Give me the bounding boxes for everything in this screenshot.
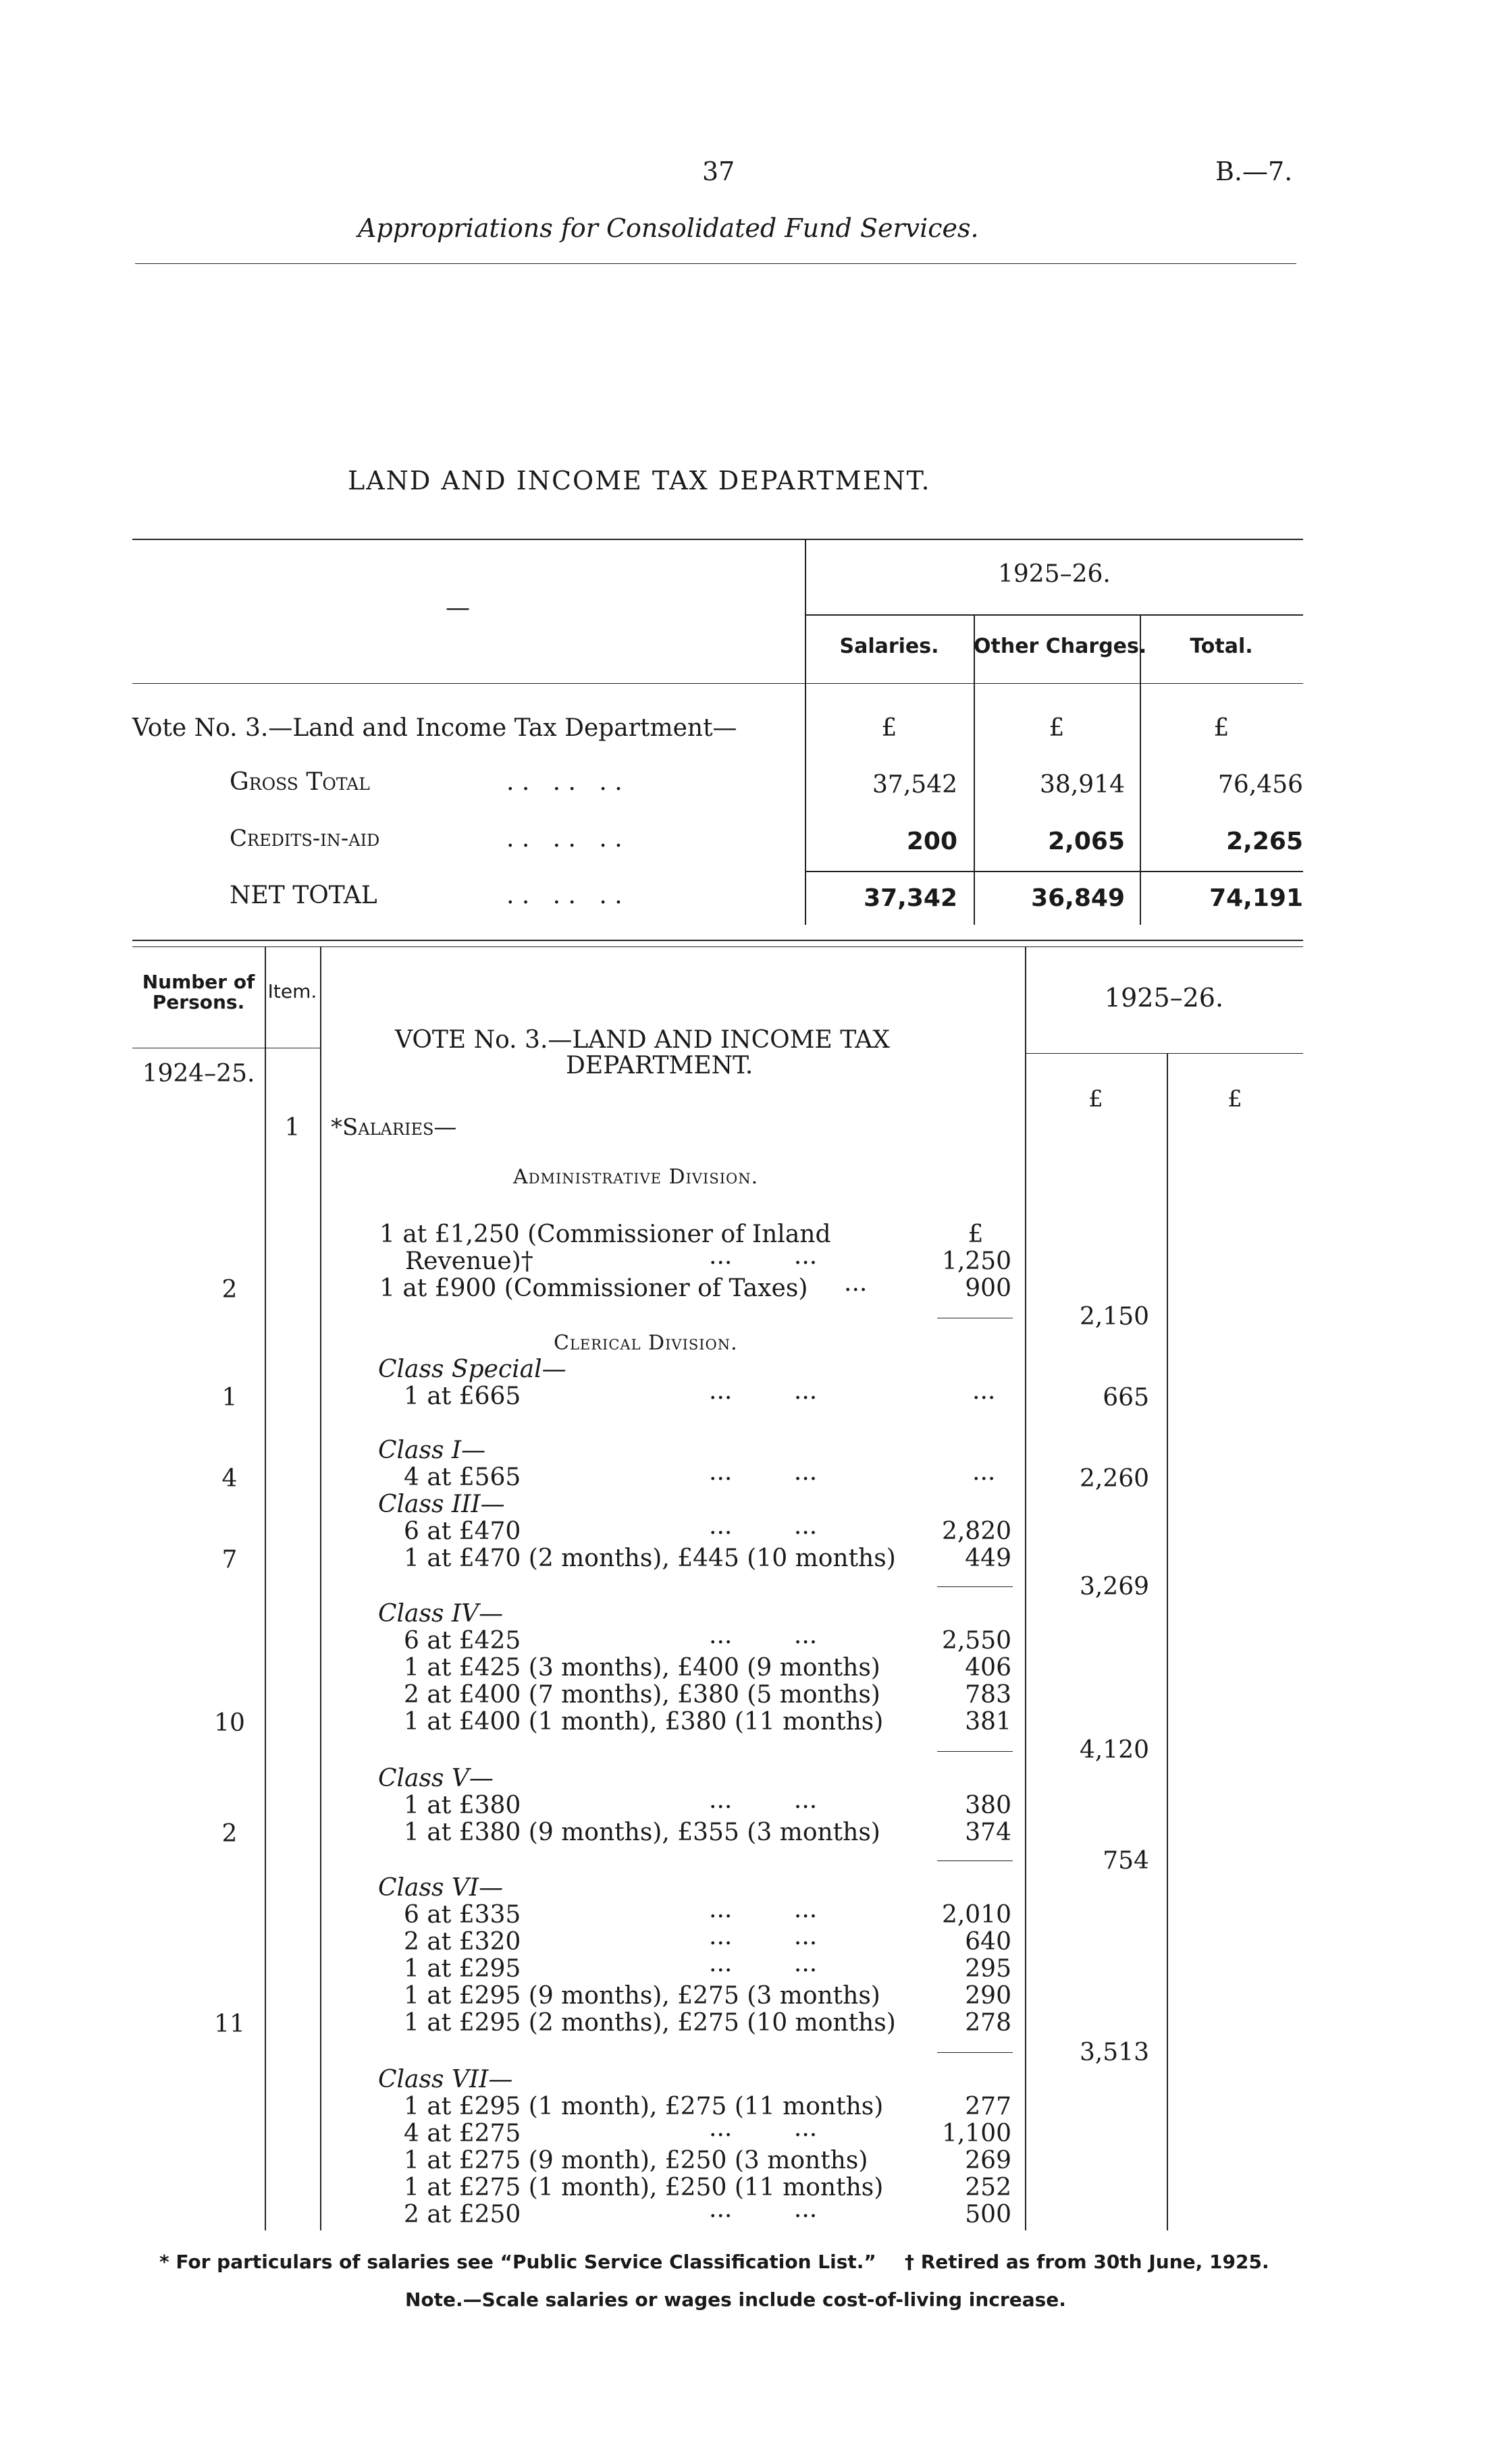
item-number: 1	[284, 1114, 300, 1142]
amount: 2,010	[941, 1901, 1011, 1929]
class-line: 2 at £250	[404, 2201, 521, 2228]
amount: 2,820	[941, 1518, 1011, 1545]
summary-col-salaries: Salaries.	[839, 635, 939, 658]
class-line: 1 at £275 (1 month), £250 (11 months)	[404, 2174, 884, 2201]
summary-cell: 38,914	[1040, 771, 1125, 799]
clerical-division-heading: Clerical Division.	[554, 1331, 738, 1355]
summary-row-label: Credits-in-aid	[230, 825, 380, 852]
ellipsis: ... ...	[709, 1458, 818, 1486]
class-heading: Class VI—	[378, 1874, 504, 1902]
class-line: 1 at £425 (3 months), £400 (9 months)	[404, 1654, 880, 1682]
subtotal: 2,260	[1079, 1465, 1149, 1493]
amount: 783	[965, 1681, 1011, 1709]
footnote-retired: † Retired as from 30th June, 1925.	[905, 2251, 1269, 2273]
header-rule	[135, 263, 1296, 264]
summary-row-dots: . . . . . .	[506, 825, 623, 853]
summary-cell: 36,849	[1031, 884, 1125, 912]
class-line: 1 at £400 (1 month), £380 (11 months)	[404, 1708, 884, 1736]
department-title: LAND AND INCOME TAX DEPARTMENT.	[348, 466, 931, 496]
persons-count: 11	[214, 2010, 245, 2038]
detail-currency-1: £	[1088, 1086, 1103, 1113]
persons-count: 4	[221, 1465, 238, 1493]
amount: 381	[965, 1708, 1011, 1736]
summary-currency-other: £	[1049, 714, 1065, 742]
class-line: 1 at £295	[404, 1955, 521, 1983]
ellipsis: ...	[844, 1269, 868, 1297]
ellipsis: ... ...	[709, 1622, 818, 1649]
amount: 269	[965, 2147, 1011, 2174]
class-line: 6 at £425	[404, 1627, 521, 1655]
class-line: 1 at £275 (9 month), £250 (3 months)	[404, 2147, 868, 2174]
class-line: 6 at £335	[404, 1901, 521, 1929]
class-line: 4 at £565	[404, 1464, 521, 1491]
summary-cell: 37,542	[872, 771, 957, 799]
amount: 380	[965, 1792, 1011, 1819]
summary-row-label: NET TOTAL	[230, 882, 377, 909]
subtotal: 754	[1103, 1847, 1149, 1875]
amount: 252	[965, 2174, 1011, 2201]
ellipsis: ...	[972, 1458, 996, 1486]
class-line: 1 at £295 (9 months), £275 (3 months)	[404, 1982, 880, 2010]
amount: 295	[965, 1955, 1011, 1983]
detail-col-item: Item.	[267, 980, 317, 1002]
summary-cell: 2,065	[1048, 828, 1125, 855]
persons-count: 2	[221, 1276, 238, 1304]
amount: 900	[965, 1275, 1011, 1302]
summary-year: 1925–26.	[998, 560, 1111, 588]
document-reference: B.—7.	[1215, 157, 1293, 186]
persons-count: 2	[221, 1820, 238, 1848]
subtotal: 3,269	[1079, 1573, 1149, 1601]
detail-currency-2: £	[1227, 1086, 1242, 1113]
ellipsis: ... ...	[709, 1377, 818, 1405]
line-commissioner-taxes: 1 at £900 (Commissioner of Taxes)	[379, 1275, 808, 1302]
class-heading: Class III—	[378, 1491, 505, 1518]
summary-currency-salaries: £	[881, 714, 897, 742]
class-line: 1 at £470 (2 months), £445 (10 months)	[404, 1545, 896, 1572]
amount: 1,100	[941, 2120, 1011, 2147]
ellipsis: ... ...	[709, 2114, 818, 2142]
persons-count: 10	[214, 1709, 245, 1737]
summary-cell: 74,191	[1209, 884, 1303, 912]
salaries-heading: *Salaries—	[331, 1114, 457, 1141]
detail-year: 1925–26.	[1104, 983, 1224, 1013]
detail-prev-year: 1924–25.	[142, 1060, 255, 1088]
persons-count: 7	[221, 1546, 238, 1574]
ellipsis: ...	[972, 1377, 996, 1405]
line-commissioner-inland-cont: Revenue)†	[405, 1248, 533, 1275]
summary-cell: 37,342	[864, 884, 957, 912]
amount: 1,250	[941, 1248, 1011, 1275]
amount: 374	[965, 1819, 1011, 1846]
ellipsis: ... ...	[709, 1896, 818, 1923]
summary-row-label: Gross Total	[230, 768, 370, 796]
subtotal: 3,513	[1079, 2039, 1149, 2066]
summary-cell: 200	[906, 828, 957, 855]
class-heading: Class V—	[378, 1765, 494, 1792]
class-line: 2 at £400 (7 months), £380 (5 months)	[404, 1681, 880, 1709]
subtotal: 665	[1103, 1384, 1149, 1412]
class-line: 1 at £665	[404, 1383, 521, 1410]
subtotal: 4,120	[1079, 1736, 1149, 1764]
ellipsis: ... ...	[709, 1512, 818, 1540]
class-line: 4 at £275	[404, 2120, 521, 2147]
summary-vote-label: Vote No. 3.—Land and Income Tax Department—	[132, 714, 737, 742]
persons-count: 1	[221, 1384, 238, 1412]
amount: 290	[965, 1982, 1011, 2010]
amount: 406	[965, 1654, 1011, 1682]
summary-cell: 76,456	[1218, 771, 1303, 799]
class-heading: Class VII—	[378, 2066, 513, 2093]
ellipsis: ... ...	[709, 1786, 818, 1814]
amount: 278	[965, 2009, 1011, 2037]
amount: 2,550	[941, 1627, 1011, 1655]
class-line: 1 at £295 (1 month), £275 (11 months)	[404, 2093, 884, 2120]
ellipsis: ... ...	[709, 1242, 818, 1270]
summary-row-dots: . . . . . .	[506, 768, 623, 796]
ellipsis: ... ...	[709, 1950, 818, 1977]
summary-row-dots: . . . . . .	[506, 882, 623, 909]
summary-cell: 2,265	[1226, 828, 1303, 855]
class-line: 2 at £320	[404, 1928, 521, 1956]
vote-heading: VOTE No. 3.—LAND AND INCOME TAX	[395, 1026, 890, 1054]
line-currency: £	[968, 1221, 984, 1248]
class-line: 1 at £295 (2 months), £275 (10 months)	[404, 2009, 896, 2037]
amount: 640	[965, 1928, 1011, 1956]
ellipsis: ... ...	[709, 2195, 818, 2223]
footnote-salaries: * For particulars of salaries see “Public Service Classification List.”	[159, 2251, 876, 2273]
amount: 277	[965, 2093, 1011, 2120]
vote-heading-continued: DEPARTMENT.	[566, 1052, 754, 1079]
line-commissioner-inland: 1 at £1,250 (Commissioner of Inland	[379, 1221, 831, 1248]
class-heading: Class Special—	[378, 1356, 566, 1383]
class-line: 1 at £380 (9 months), £355 (3 months)	[404, 1819, 880, 1846]
summary-currency-total: £	[1213, 714, 1230, 742]
admin-division-heading: Administrative Division.	[513, 1165, 759, 1189]
detail-col-persons: Number of Persons.	[142, 971, 255, 1013]
summary-blank-cell: —	[446, 594, 470, 622]
class-heading: Class IV—	[378, 1600, 504, 1628]
running-title: Appropriations for Consolidated Fund Services.	[358, 213, 979, 243]
ellipsis: ... ...	[709, 1923, 818, 1950]
class-line: 6 at £470	[404, 1518, 521, 1545]
page-number: 37	[702, 157, 735, 186]
footnote-note: Note.—Scale salaries or wages include cost-of-living increase.	[405, 2288, 1066, 2311]
summary-col-total: Total.	[1190, 635, 1253, 658]
summary-col-other-charges: Other Charges.	[974, 635, 1147, 658]
class-line: 1 at £380	[404, 1792, 521, 1819]
amount: 449	[965, 1545, 1011, 1572]
subtotal: 2,150	[1079, 1303, 1149, 1331]
amount: 500	[965, 2201, 1011, 2228]
class-heading: Class I—	[378, 1437, 486, 1464]
